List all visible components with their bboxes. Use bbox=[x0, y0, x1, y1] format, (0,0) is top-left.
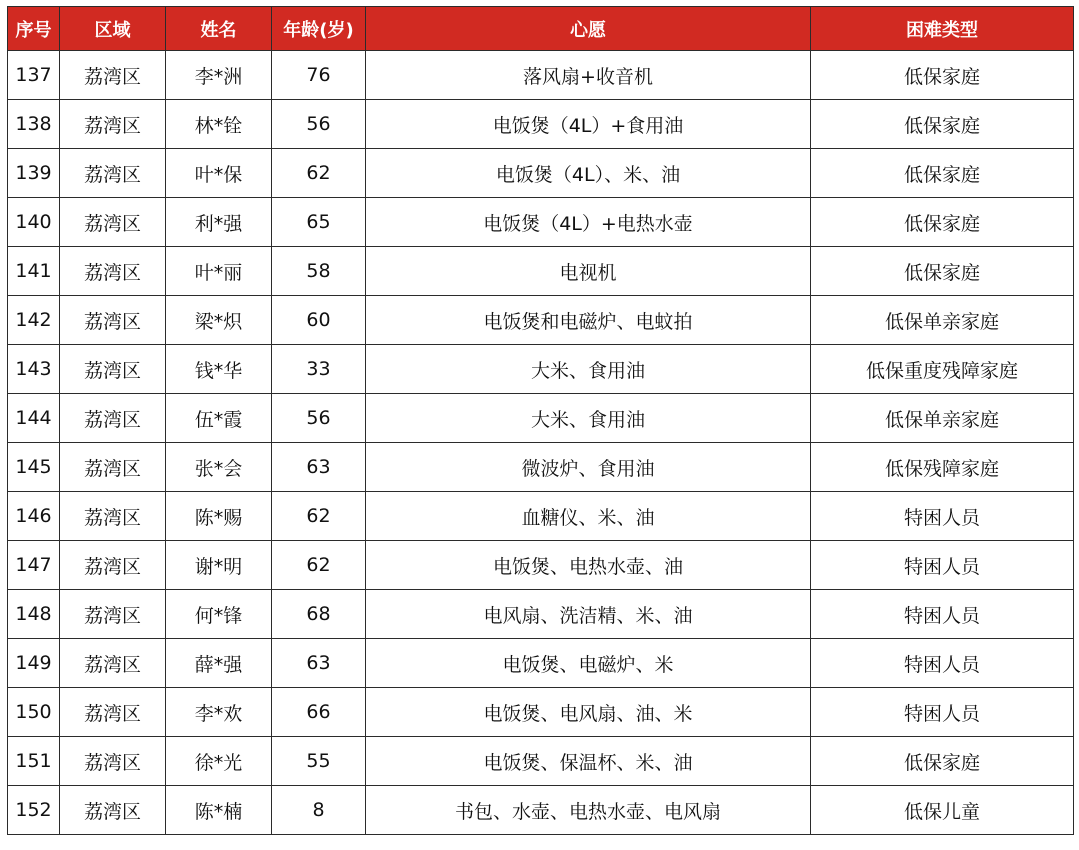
cell-seq: 145 bbox=[8, 443, 60, 492]
header-wish: 心愿 bbox=[366, 7, 811, 51]
cell-age: 62 bbox=[272, 541, 366, 590]
cell-wish: 电风扇、洗洁精、米、油 bbox=[366, 590, 811, 639]
cell-type: 低保重度残障家庭 bbox=[811, 345, 1074, 394]
cell-seq: 144 bbox=[8, 394, 60, 443]
cell-type: 低保儿童 bbox=[811, 786, 1074, 835]
cell-name: 叶*保 bbox=[166, 149, 272, 198]
cell-area: 荔湾区 bbox=[60, 688, 166, 737]
table-row bbox=[8, 492, 1074, 541]
cell-wish: 电饭煲、电磁炉、米 bbox=[366, 639, 811, 688]
cell-area: 荔湾区 bbox=[60, 737, 166, 786]
cell-type: 特困人员 bbox=[811, 688, 1074, 737]
cell-age: 56 bbox=[272, 394, 366, 443]
table-row bbox=[8, 100, 1074, 149]
cell-area: 荔湾区 bbox=[60, 541, 166, 590]
cell-seq: 142 bbox=[8, 296, 60, 345]
cell-seq: 140 bbox=[8, 198, 60, 247]
cell-name: 伍*霞 bbox=[166, 394, 272, 443]
header-seq: 序号 bbox=[8, 7, 60, 51]
cell-name: 薛*强 bbox=[166, 639, 272, 688]
cell-name: 陈*楠 bbox=[166, 786, 272, 835]
cell-type: 低保家庭 bbox=[811, 51, 1074, 100]
cell-wish: 电饭煲（4L）+食用油 bbox=[366, 100, 811, 149]
cell-name: 叶*丽 bbox=[166, 247, 272, 296]
cell-age: 8 bbox=[272, 786, 366, 835]
cell-type: 特困人员 bbox=[811, 541, 1074, 590]
cell-area: 荔湾区 bbox=[60, 247, 166, 296]
cell-age: 63 bbox=[272, 443, 366, 492]
cell-area: 荔湾区 bbox=[60, 786, 166, 835]
cell-name: 徐*光 bbox=[166, 737, 272, 786]
cell-age: 62 bbox=[272, 492, 366, 541]
table-row bbox=[8, 198, 1074, 247]
cell-area: 荔湾区 bbox=[60, 100, 166, 149]
table-row bbox=[8, 541, 1074, 590]
cell-age: 62 bbox=[272, 149, 366, 198]
cell-name: 何*锋 bbox=[166, 590, 272, 639]
cell-age: 65 bbox=[272, 198, 366, 247]
cell-area: 荔湾区 bbox=[60, 198, 166, 247]
wish-list-table bbox=[7, 6, 1074, 835]
cell-type: 特困人员 bbox=[811, 492, 1074, 541]
cell-name: 钱*华 bbox=[166, 345, 272, 394]
cell-wish: 电饭煲（4L）+电热水壶 bbox=[366, 198, 811, 247]
cell-name: 李*欢 bbox=[166, 688, 272, 737]
cell-type: 特困人员 bbox=[811, 639, 1074, 688]
cell-seq: 150 bbox=[8, 688, 60, 737]
cell-seq: 146 bbox=[8, 492, 60, 541]
cell-area: 荔湾区 bbox=[60, 51, 166, 100]
cell-seq: 147 bbox=[8, 541, 60, 590]
cell-wish: 电饭煲、电热水壶、油 bbox=[366, 541, 811, 590]
cell-area: 荔湾区 bbox=[60, 443, 166, 492]
cell-type: 低保单亲家庭 bbox=[811, 394, 1074, 443]
cell-wish: 血糖仪、米、油 bbox=[366, 492, 811, 541]
cell-type: 低保家庭 bbox=[811, 149, 1074, 198]
cell-name: 陈*赐 bbox=[166, 492, 272, 541]
cell-type: 低保家庭 bbox=[811, 247, 1074, 296]
cell-wish: 书包、水壶、电热水壶、电风扇 bbox=[366, 786, 811, 835]
cell-seq: 149 bbox=[8, 639, 60, 688]
table-row bbox=[8, 639, 1074, 688]
cell-type: 低保残障家庭 bbox=[811, 443, 1074, 492]
cell-wish: 电饭煲、电风扇、油、米 bbox=[366, 688, 811, 737]
cell-age: 76 bbox=[272, 51, 366, 100]
cell-seq: 148 bbox=[8, 590, 60, 639]
cell-name: 张*会 bbox=[166, 443, 272, 492]
table-row bbox=[8, 443, 1074, 492]
cell-age: 60 bbox=[272, 296, 366, 345]
cell-area: 荔湾区 bbox=[60, 590, 166, 639]
cell-seq: 138 bbox=[8, 100, 60, 149]
cell-type: 低保家庭 bbox=[811, 737, 1074, 786]
cell-name: 利*强 bbox=[166, 198, 272, 247]
table-row bbox=[8, 737, 1074, 786]
cell-wish: 电视机 bbox=[366, 247, 811, 296]
cell-age: 56 bbox=[272, 100, 366, 149]
cell-type: 特困人员 bbox=[811, 590, 1074, 639]
cell-name: 谢*明 bbox=[166, 541, 272, 590]
table-row bbox=[8, 51, 1074, 100]
cell-seq: 137 bbox=[8, 51, 60, 100]
header-area: 区域 bbox=[60, 7, 166, 51]
table-header bbox=[8, 7, 1074, 51]
cell-area: 荔湾区 bbox=[60, 149, 166, 198]
table-row bbox=[8, 247, 1074, 296]
header-row bbox=[8, 7, 1074, 51]
table-row bbox=[8, 394, 1074, 443]
cell-age: 63 bbox=[272, 639, 366, 688]
cell-age: 33 bbox=[272, 345, 366, 394]
table-body bbox=[8, 51, 1074, 835]
cell-wish: 电饭煲和电磁炉、电蚊拍 bbox=[366, 296, 811, 345]
cell-name: 梁*炽 bbox=[166, 296, 272, 345]
header-type: 困难类型 bbox=[811, 7, 1074, 51]
cell-area: 荔湾区 bbox=[60, 394, 166, 443]
cell-age: 58 bbox=[272, 247, 366, 296]
cell-seq: 141 bbox=[8, 247, 60, 296]
cell-area: 荔湾区 bbox=[60, 345, 166, 394]
header-name: 姓名 bbox=[166, 7, 272, 51]
cell-wish: 大米、食用油 bbox=[366, 345, 811, 394]
cell-age: 55 bbox=[272, 737, 366, 786]
cell-type: 低保单亲家庭 bbox=[811, 296, 1074, 345]
cell-wish: 落风扇+收音机 bbox=[366, 51, 811, 100]
cell-seq: 151 bbox=[8, 737, 60, 786]
cell-wish: 电饭煲、保温杯、米、油 bbox=[366, 737, 811, 786]
wish-list-sheet bbox=[7, 6, 1074, 835]
table-row bbox=[8, 590, 1074, 639]
cell-wish: 微波炉、食用油 bbox=[366, 443, 811, 492]
cell-area: 荔湾区 bbox=[60, 492, 166, 541]
cell-area: 荔湾区 bbox=[60, 639, 166, 688]
cell-name: 林*铨 bbox=[166, 100, 272, 149]
cell-wish: 大米、食用油 bbox=[366, 394, 811, 443]
table-row bbox=[8, 688, 1074, 737]
cell-type: 低保家庭 bbox=[811, 198, 1074, 247]
cell-age: 66 bbox=[272, 688, 366, 737]
cell-seq: 143 bbox=[8, 345, 60, 394]
table-row bbox=[8, 786, 1074, 835]
table-row bbox=[8, 345, 1074, 394]
cell-seq: 139 bbox=[8, 149, 60, 198]
cell-type: 低保家庭 bbox=[811, 100, 1074, 149]
cell-wish: 电饭煲（4L）、米、油 bbox=[366, 149, 811, 198]
header-age: 年龄(岁) bbox=[272, 7, 366, 51]
table-row bbox=[8, 149, 1074, 198]
cell-age: 68 bbox=[272, 590, 366, 639]
cell-area: 荔湾区 bbox=[60, 296, 166, 345]
cell-seq: 152 bbox=[8, 786, 60, 835]
table-row bbox=[8, 296, 1074, 345]
cell-name: 李*洲 bbox=[166, 51, 272, 100]
